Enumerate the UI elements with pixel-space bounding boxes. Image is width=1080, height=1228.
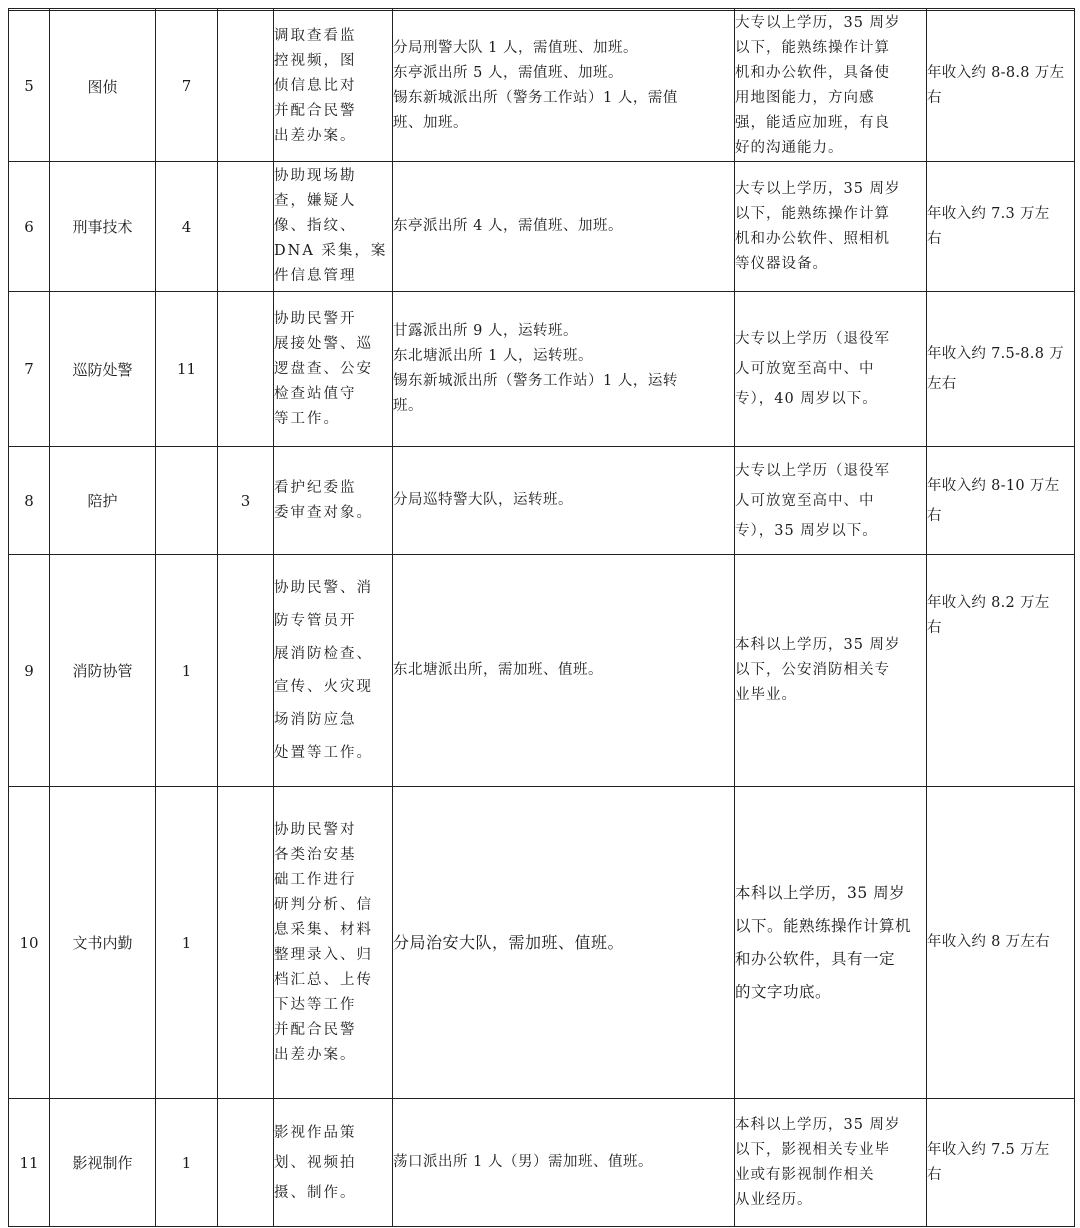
headcount-a: 1 <box>156 555 218 787</box>
headcount-b <box>218 1099 274 1227</box>
job-duty: 看护纪委监 委审查对象。 <box>274 447 393 555</box>
row-number: 11 <box>9 1099 50 1227</box>
post-location: 甘露派出所 9 人，运转班。 东北塘派出所 1 人，运转班。 锡东新城派出所（警务工作站）1 人，运转 班。 <box>393 292 735 447</box>
table-row <box>9 787 1075 1099</box>
row-number: 9 <box>9 555 50 787</box>
job-duty: 协助民警、消 防专管员开 展消防检查、 宣传、火灾现 场消防应急 处置等工作。 <box>274 555 393 787</box>
salary: 年收入约 8-10 万左 右 <box>927 447 1075 555</box>
recruitment-table <box>8 8 1075 1227</box>
row-number: 6 <box>9 162 50 292</box>
position-name: 影视制作 <box>50 1099 156 1227</box>
job-duty: 影视作品策 划、视频拍 摄、制作。 <box>274 1099 393 1227</box>
table-row <box>9 447 1075 555</box>
headcount-b <box>218 162 274 292</box>
position-name: 巡防处警 <box>50 292 156 447</box>
table-row <box>9 555 1075 787</box>
row-number: 5 <box>9 11 50 162</box>
salary: 年收入约 7.5-8.8 万 左右 <box>927 292 1075 447</box>
requirements: 本科以上学历，35 周岁 以下。能熟练操作计算机 和办公软件，具有一定 的文字功底。 <box>735 787 927 1099</box>
table-row <box>9 292 1075 447</box>
position-name: 刑事技术 <box>50 162 156 292</box>
headcount-a: 7 <box>156 11 218 162</box>
position-name: 文书内勤 <box>50 787 156 1099</box>
salary: 年收入约 7.3 万左 右 <box>927 162 1075 292</box>
headcount-a: 1 <box>156 787 218 1099</box>
headcount-a: 11 <box>156 292 218 447</box>
headcount-b <box>218 292 274 447</box>
post-location: 分局刑警大队 1 人，需值班、加班。 东亭派出所 5 人，需值班、加班。 锡东新城派出所（警务工作站）1 人，需值 班、加班。 <box>393 11 735 162</box>
position-name: 图侦 <box>50 11 156 162</box>
post-location: 分局巡特警大队，运转班。 <box>393 447 735 555</box>
table-row <box>9 11 1075 162</box>
job-duty: 协助现场勘 查，嫌疑人 像、指纹、 DNA 采集，案 件信息管理 <box>274 162 393 292</box>
salary: 年收入约 8-8.8 万左 右 <box>927 11 1075 162</box>
job-duty: 协助民警开 展接处警、巡 逻盘查、公安 检查站值守 等工作。 <box>274 292 393 447</box>
requirements: 大专以上学历，35 周岁 以下，能熟练操作计算 机和办公软件、照相机 等仪器设备。 <box>735 162 927 292</box>
requirements: 大专以上学历（退役军 人可放宽至高中、中 专），40 周岁以下。 <box>735 292 927 447</box>
post-location: 分局治安大队，需加班、值班。 <box>393 787 735 1099</box>
table-row <box>9 1099 1075 1227</box>
requirements: 本科以上学历，35 周岁 以下，公安消防相关专 业毕业。 <box>735 555 927 787</box>
requirements: 大专以上学历，35 周岁 以下，能熟练操作计算 机和办公软件，具备使 用地图能力，方向感 强，能适应加班，有良 好的沟通能力。 <box>735 11 927 162</box>
position-name: 消防协管 <box>50 555 156 787</box>
job-duty: 协助民警对 各类治安基 础工作进行 研判分析、信 息采集、材料 整理录入、归 档汇总、上传 下达等工作 并配合民警 出差办案。 <box>274 787 393 1099</box>
headcount-b: 3 <box>218 447 274 555</box>
row-number: 8 <box>9 447 50 555</box>
position-name: 陪护 <box>50 447 156 555</box>
headcount-a <box>156 447 218 555</box>
headcount-a: 4 <box>156 162 218 292</box>
salary: 年收入约 7.5 万左 右 <box>927 1099 1075 1227</box>
salary: 年收入约 8.2 万左 右 <box>927 555 1075 787</box>
row-number: 10 <box>9 787 50 1099</box>
post-location: 东亭派出所 4 人，需值班、加班。 <box>393 162 735 292</box>
post-location: 荡口派出所 1 人（男）需加班、值班。 <box>393 1099 735 1227</box>
headcount-b <box>218 787 274 1099</box>
job-duty: 调取查看监 控视频，图 侦信息比对 并配合民警 出差办案。 <box>274 11 393 162</box>
requirements: 大专以上学历（退役军 人可放宽至高中、中 专），35 周岁以下。 <box>735 447 927 555</box>
headcount-b <box>218 555 274 787</box>
table-row <box>9 162 1075 292</box>
row-number: 7 <box>9 292 50 447</box>
post-location: 东北塘派出所，需加班、值班。 <box>393 555 735 787</box>
requirements: 本科以上学历，35 周岁 以下，影视相关专业毕 业或有影视制作相关 从业经历。 <box>735 1099 927 1227</box>
salary: 年收入约 8 万左右 <box>927 787 1075 1099</box>
headcount-a: 1 <box>156 1099 218 1227</box>
headcount-b <box>218 11 274 162</box>
